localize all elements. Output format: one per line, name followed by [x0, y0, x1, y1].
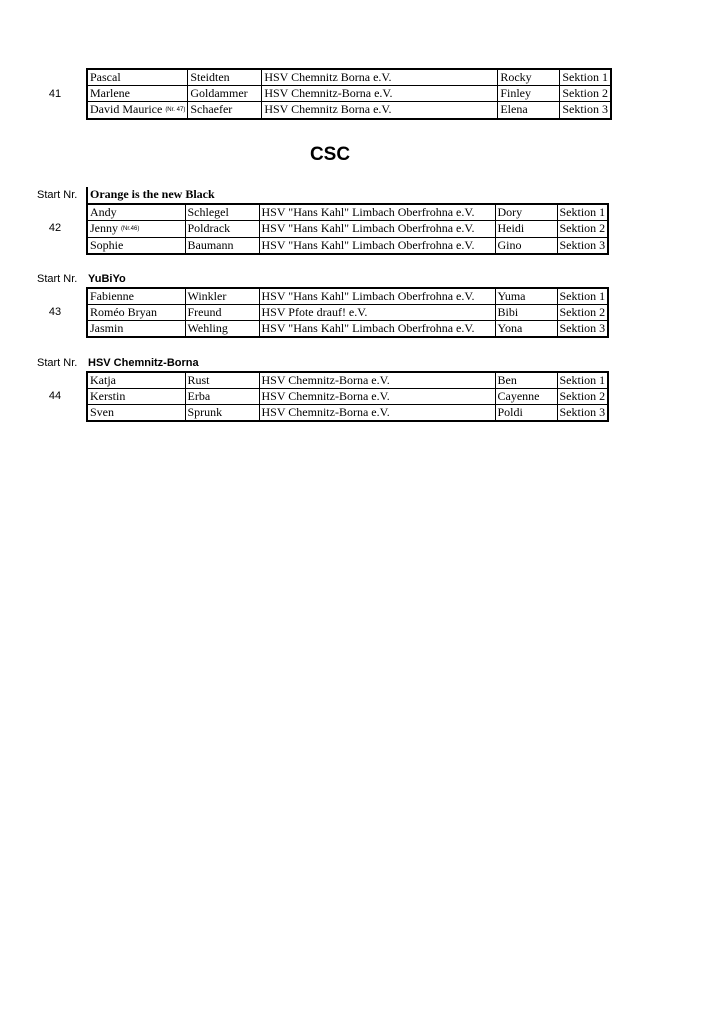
first-name: Andy: [87, 204, 185, 221]
dog-name: Yona: [495, 321, 557, 338]
team-name: YuBiYo: [88, 273, 126, 285]
last-name: Winkler: [185, 288, 259, 305]
section: Sektion 1: [560, 69, 611, 86]
club: HSV Chemnitz-Borna e.V.: [262, 86, 498, 102]
section: Sektion 3: [557, 321, 608, 338]
first-name: Roméo Bryan: [87, 305, 185, 321]
table-row: [87, 237, 608, 254]
dog-name: Elena: [498, 102, 560, 119]
last-name: Poldrack: [185, 221, 259, 238]
table-row: [87, 305, 608, 321]
dog-name: Rocky: [498, 69, 560, 86]
start-number-label: Start Nr.: [37, 357, 78, 369]
last-name: Schlegel: [185, 204, 259, 221]
first-name: Katja: [87, 372, 185, 389]
last-name: Schaefer: [188, 102, 262, 119]
team-table: [86, 287, 609, 338]
team-name: Orange is the new Black: [86, 187, 628, 203]
first-name: Fabienne: [87, 288, 185, 305]
start-number: 44: [48, 390, 62, 402]
start-number: 43: [48, 306, 62, 318]
team-name: HSV Chemnitz-Borna: [88, 357, 199, 369]
dog-name: Heidi: [495, 221, 557, 238]
last-name: Goldammer: [188, 86, 262, 102]
dog-name: Gino: [495, 237, 557, 254]
dog-name: Dory: [495, 204, 557, 221]
section-heading: CSC: [309, 144, 351, 165]
table-row: [87, 69, 611, 86]
club: HSV Chemnitz-Borna e.V.: [259, 372, 495, 389]
start-number: 42: [48, 222, 62, 234]
section: Sektion 2: [557, 389, 608, 405]
first-name: Jasmin: [87, 321, 185, 338]
entry-note: (Nr. 47): [165, 106, 186, 113]
last-name: Erba: [185, 389, 259, 405]
first-name: David Maurice: [90, 102, 163, 116]
dog-name: Finley: [498, 86, 560, 102]
first-name: Kerstin: [87, 389, 185, 405]
section: Sektion 3: [557, 237, 608, 254]
last-name: Sprunk: [185, 405, 259, 422]
club: HSV "Hans Kahl" Limbach Oberfrohna e.V.: [259, 237, 495, 254]
table-row: [87, 288, 608, 305]
section: Sektion 2: [557, 305, 608, 321]
first-name: Jenny: [90, 221, 118, 235]
first-name: Marlene: [87, 86, 188, 102]
last-name: Wehling: [185, 321, 259, 338]
dog-name: Yuma: [495, 288, 557, 305]
section: Sektion 3: [560, 102, 611, 119]
club: HSV Chemnitz-Borna e.V.: [259, 389, 495, 405]
last-name: Rust: [185, 372, 259, 389]
first-name-cell: [87, 102, 188, 119]
table-row: [87, 221, 608, 238]
section: Sektion 1: [557, 288, 608, 305]
start-number-label: Start Nr.: [37, 273, 78, 285]
dog-name: Bibi: [495, 305, 557, 321]
club: HSV Chemnitz Borna e.V.: [262, 69, 498, 86]
section: Sektion 2: [560, 86, 611, 102]
table-row: [87, 321, 608, 338]
first-name-cell: [87, 221, 185, 238]
table-row: [87, 372, 608, 389]
section: Sektion 1: [557, 372, 608, 389]
club: HSV Chemnitz Borna e.V.: [262, 102, 498, 119]
team-table: [86, 68, 612, 120]
team-table: [86, 371, 609, 422]
club: HSV Chemnitz-Borna e.V.: [259, 405, 495, 422]
table-row: [87, 102, 611, 119]
last-name: Freund: [185, 305, 259, 321]
table-row: [87, 204, 608, 221]
section: Sektion 3: [557, 405, 608, 422]
club: HSV "Hans Kahl" Limbach Oberfrohna e.V.: [259, 288, 495, 305]
table-row: [87, 86, 611, 102]
team-table: [86, 203, 609, 255]
start-number-label: Start Nr.: [37, 189, 78, 201]
club: HSV Pfote drauf! e.V.: [259, 305, 495, 321]
dog-name: Cayenne: [495, 389, 557, 405]
club: HSV "Hans Kahl" Limbach Oberfrohna e.V.: [259, 321, 495, 338]
start-number: 41: [48, 88, 62, 100]
table-row: [87, 405, 608, 422]
club: HSV "Hans Kahl" Limbach Oberfrohna e.V.: [259, 221, 495, 238]
last-name: Steidten: [188, 69, 262, 86]
first-name: Pascal: [87, 69, 188, 86]
entry-note: (Nr.46): [121, 225, 140, 232]
dog-name: Ben: [495, 372, 557, 389]
section: Sektion 2: [557, 221, 608, 238]
dog-name: Poldi: [495, 405, 557, 422]
first-name: Sophie: [87, 237, 185, 254]
table-row: [87, 389, 608, 405]
last-name: Baumann: [185, 237, 259, 254]
section: Sektion 1: [557, 204, 608, 221]
club: HSV "Hans Kahl" Limbach Oberfrohna e.V.: [259, 204, 495, 221]
first-name: Sven: [87, 405, 185, 422]
